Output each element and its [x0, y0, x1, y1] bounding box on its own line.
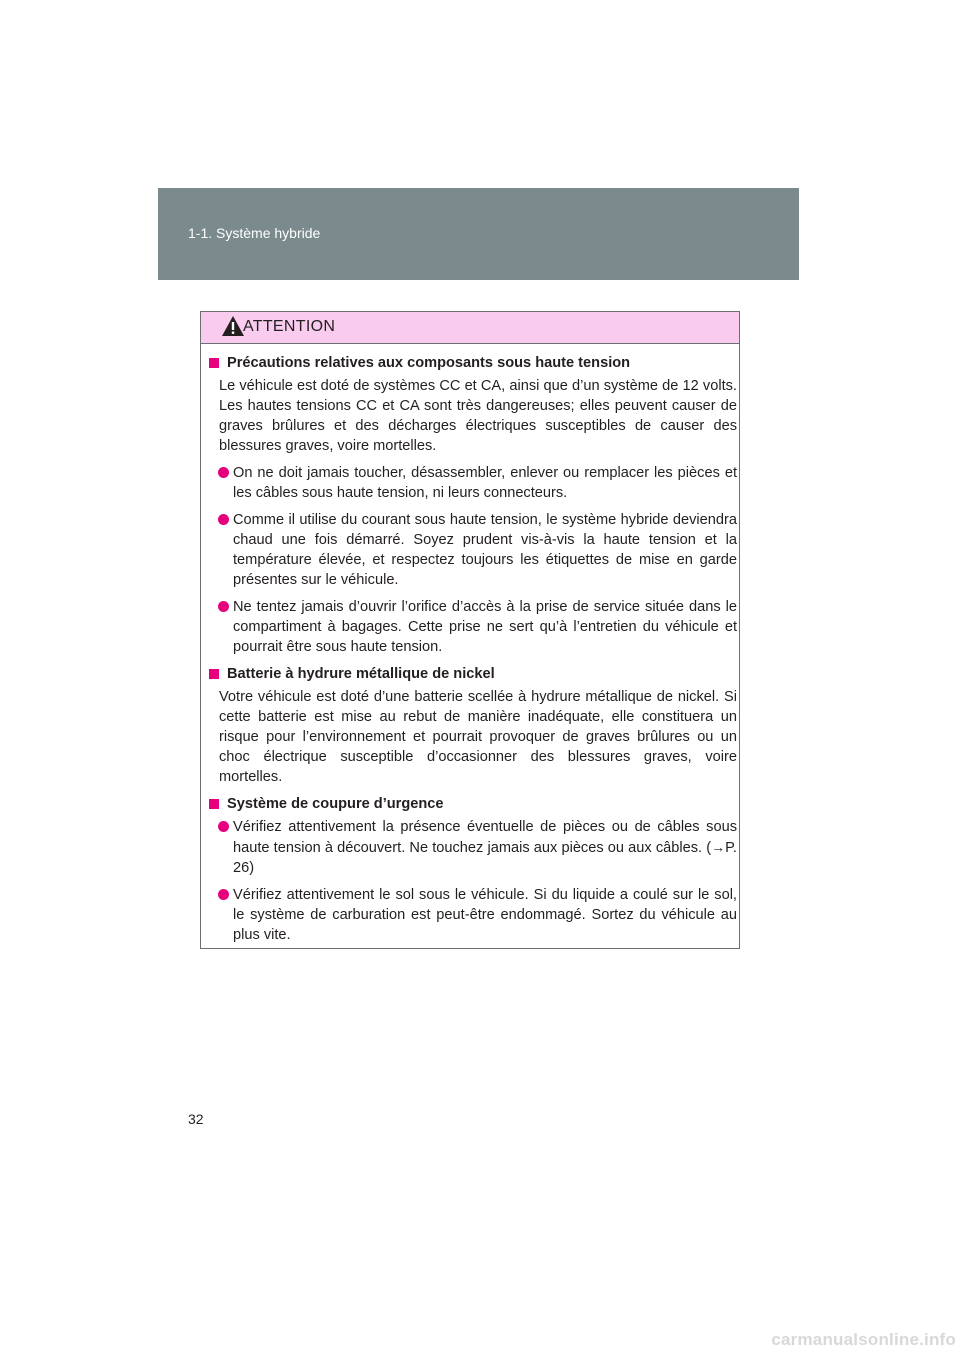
circle-bullet-icon: [218, 514, 229, 525]
list-item: Vérifiez attentivement la présence éventuelle de pièces ou de câbles sous haute tension à découvert. Ne touchez jamais aux pièces ou aux câbles. (→P. 26): [209, 817, 737, 878]
arrow-right-icon: →: [711, 839, 726, 855]
section-heading: Batterie à hydrure métallique de nickel: [209, 664, 737, 684]
section-title: 1-1. Système hybride: [188, 225, 321, 241]
warning-triangle-icon: [221, 315, 245, 337]
section-heading: Précautions relatives aux composants sous haute tension: [209, 353, 737, 373]
list-item: Ne tentez jamais d’ouvrir l’orifice d’accès à la prise de service située dans le compartiment à bagages. Cette prise ne sert qu’à l’entretien du véhicule et pourrait être sous haute tension.: [209, 597, 737, 657]
watermark: carmanualsonline.info: [771, 1330, 956, 1349]
page-number: 32: [188, 1111, 204, 1127]
list-item: Vérifiez attentivement le sol sous le véhicule. Si du liquide a coulé sur le sol, le système de carburation est peut-être endommagé. Sortez du véhicule au plus vite.: [209, 885, 737, 945]
square-bullet-icon: [209, 358, 219, 368]
circle-bullet-icon: [218, 821, 229, 832]
circle-bullet-icon: [218, 601, 229, 612]
warning-content: [209, 353, 737, 952]
warning-title: ATTENTION: [243, 318, 336, 335]
list-item: On ne doit jamais toucher, désassembler, enlever ou remplacer les pièces et les câbles sous haute tension, ni leurs connecteurs.: [209, 463, 737, 503]
list-item: Comme il utilise du courant sous haute tension, le système hybride deviendra chaud une fois démarré. Soyez prudent vis-à-vis la haute tension et la température élevée, et respectez toujours les étiquettes de mise en garde présentes sur le véhicule.: [209, 510, 737, 590]
paragraph: Le véhicule est doté de systèmes CC et CA, ainsi que d’un système de 12 volts. Les hautes tensions CC et CA sont très dangereuses; elles peuvent causer de graves brûlures et des décharges électriques susceptibles de causer des blessures graves, voire mortelles.: [219, 378, 737, 454]
warning-header: [201, 312, 739, 344]
warning-box: [200, 311, 740, 949]
section-heading: Système de coupure d’urgence: [209, 794, 737, 814]
circle-bullet-icon: [218, 467, 229, 478]
square-bullet-icon: [209, 799, 219, 809]
circle-bullet-icon: [218, 889, 229, 900]
page-reference-link[interactable]: P. 26): [233, 840, 737, 876]
paragraph: Votre véhicule est doté d’une batterie scellée à hydrure métallique de nickel. Si cette batterie est mise au rebut de manière inadéquate, elle constituera un risque pour l’environnement et pourrait provoquer de graves brûlures ou un choc électrique susceptible d’occasionner des blessures graves, voire mortelles.: [219, 689, 737, 785]
square-bullet-icon: [209, 669, 219, 679]
